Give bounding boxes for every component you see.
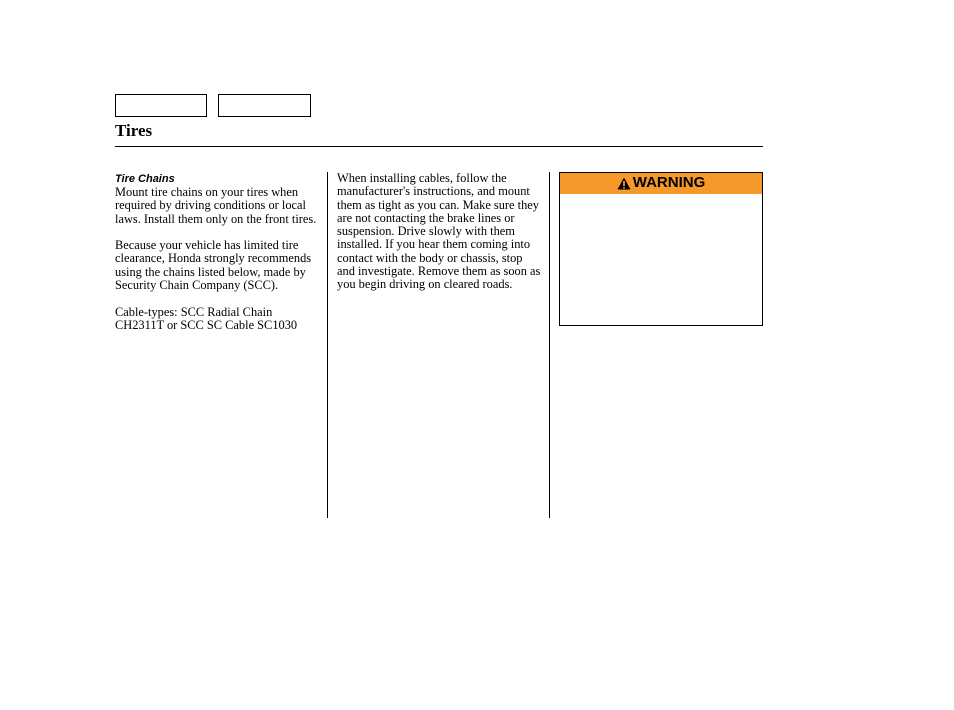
subheading-tire-chains: Tire Chains [115,173,175,185]
page-title: Tires [115,121,153,140]
text-column-1 [115,172,320,346]
warning-label: WARNING [632,174,706,191]
warning-header [560,173,762,194]
title-rule [115,146,763,147]
paragraph: Cable-types: SCC Radial Chain CH2311T or SCC SC Cable SC1030 [115,304,298,332]
paragraph: Because your vehicle has limited tire clearance, Honda strongly recommends using the chains listed below, made by Security Chain Company (SCC). [115,238,312,293]
warning-triangle-icon [617,177,631,190]
column-divider [549,172,550,518]
nav-button-2[interactable] [218,94,311,117]
warning-box [559,172,763,326]
column-divider [327,172,328,518]
text-column-2 [337,172,542,305]
paragraph: When installing cables, follow the manufacturer's instructions, and mount them as tight as you can. Make sure they are not contacting the brake lines or suspension. Drive slowly with them installed. If you hear them coming into contact with the body or chassis, stop and investigate. Remove them as soon as you begin driving on cleared roads. [337,171,541,292]
paragraph: Mount tire chains on your tires when required by driving conditions or local laws. Install them only on the front tires. [115,185,317,226]
nav-button-1[interactable] [115,94,207,117]
